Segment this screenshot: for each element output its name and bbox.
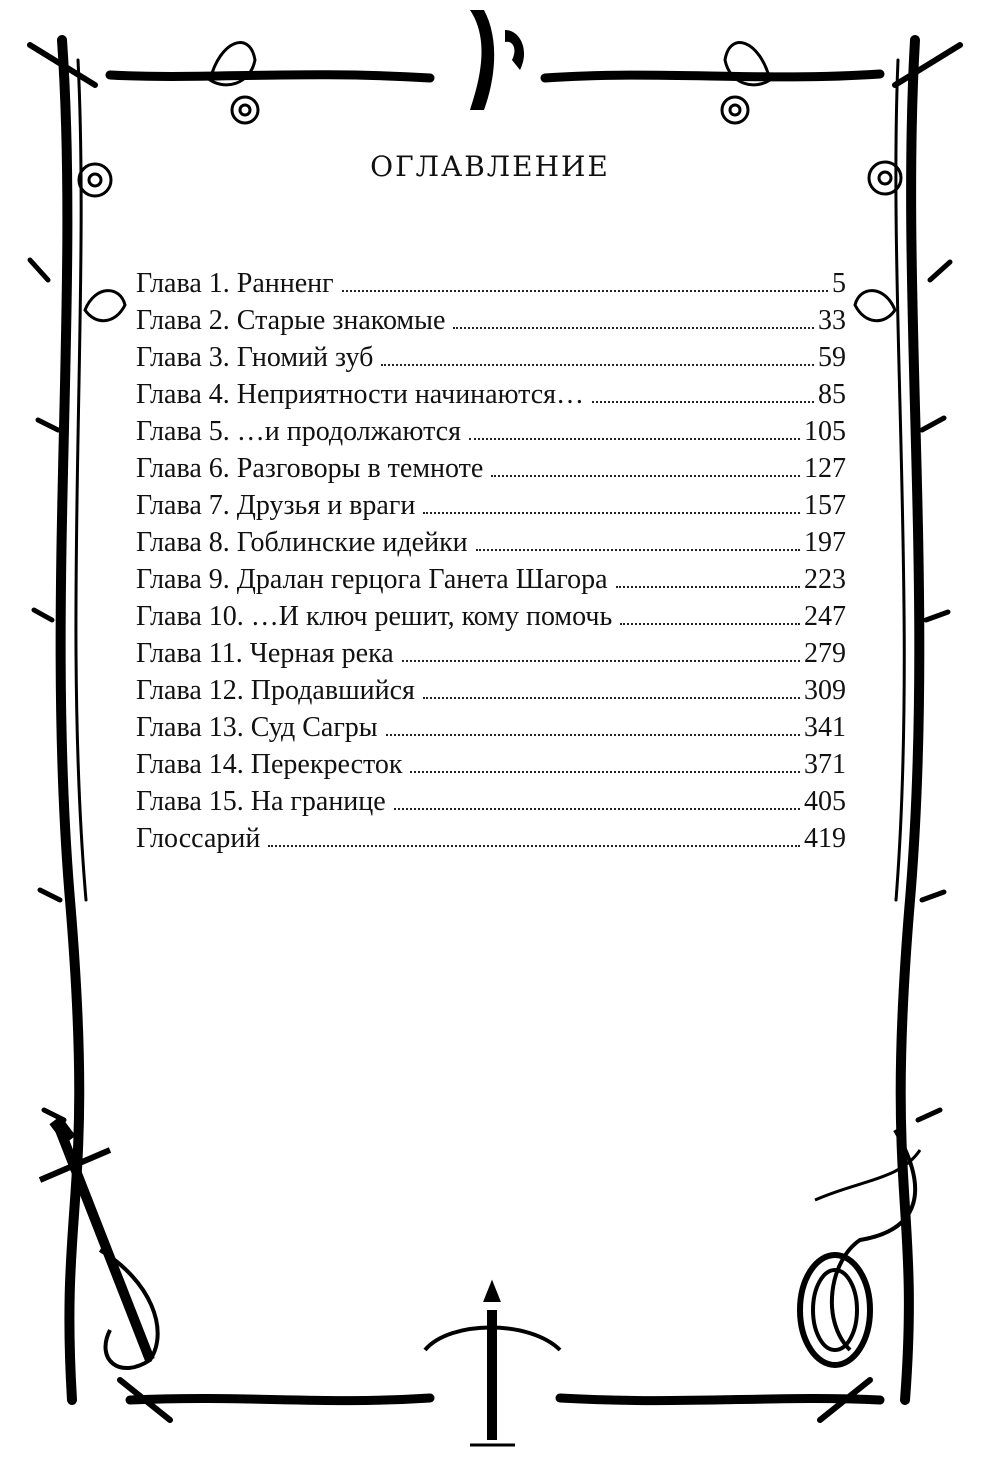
- toc-entry-label: Глава 5. …и продолжаются: [136, 416, 461, 447]
- toc-entry-label: Глоссарий: [136, 823, 261, 854]
- toc-entry-label: Глава 9. Дралан герцога Ганета Шагора: [136, 564, 608, 595]
- toc-entry-page: 33: [818, 305, 846, 336]
- toc-entry-page: 127: [804, 453, 846, 484]
- dot-leader: [620, 623, 800, 625]
- toc-entry-page: 279: [804, 638, 846, 669]
- toc-entry-label: Глава 15. На границе: [136, 786, 386, 817]
- dot-leader: [381, 364, 814, 366]
- toc-entry-label: Глава 7. Друзья и враги: [136, 490, 416, 521]
- toc-entry-label: Глава 11. Черная река: [136, 638, 394, 669]
- toc-entry-label: Глава 1. Ранненг: [136, 268, 334, 299]
- dot-leader: [592, 401, 814, 403]
- toc-entry-label: Глава 2. Старые знакомые: [136, 305, 446, 336]
- dot-leader: [402, 660, 800, 662]
- toc-entry[interactable]: [136, 527, 846, 564]
- dot-leader: [423, 697, 800, 699]
- toc-entry[interactable]: [136, 638, 846, 675]
- toc-entry[interactable]: [136, 416, 846, 453]
- table-of-contents: [136, 268, 846, 860]
- dot-leader: [268, 845, 800, 847]
- dot-leader: [423, 512, 800, 514]
- toc-entry[interactable]: [136, 453, 846, 490]
- dot-leader: [410, 771, 800, 773]
- toc-entry[interactable]: [136, 823, 846, 860]
- toc-entry-label: Глава 3. Гномий зуб: [136, 342, 374, 373]
- toc-entry[interactable]: [136, 342, 846, 379]
- toc-entry-page: 5: [832, 268, 846, 299]
- dot-leader: [453, 327, 814, 329]
- toc-entry-label: Глава 4. Неприятности начинаются…: [136, 379, 585, 410]
- dot-leader: [476, 549, 800, 551]
- frame-bottom-left: [130, 1398, 430, 1401]
- toc-entry-page: 371: [804, 749, 846, 780]
- top-emblem: [470, 10, 524, 110]
- toc-entry[interactable]: [136, 305, 846, 342]
- toc-entry-page: 419: [804, 823, 846, 854]
- sword-icon: [40, 1120, 158, 1368]
- toc-entry-page: 105: [804, 416, 846, 447]
- toc-entry[interactable]: [136, 712, 846, 749]
- toc-entry[interactable]: [136, 601, 846, 638]
- toc-entry-page: 157: [804, 490, 846, 521]
- dot-leader: [616, 586, 800, 588]
- toc-entry[interactable]: [136, 379, 846, 416]
- page-title: ОГЛАВЛЕНИЕ: [370, 150, 610, 183]
- toc-entry-label: Глава 6. Разговоры в темноте: [136, 453, 484, 484]
- toc-entry[interactable]: [136, 490, 846, 527]
- toc-entry-label: Глава 13. Суд Сагры: [136, 712, 378, 743]
- dot-leader: [342, 290, 828, 292]
- toc-entry[interactable]: [136, 564, 846, 601]
- toc-entry-label: Глава 14. Перекресток: [136, 749, 403, 780]
- toc-entry[interactable]: [136, 749, 846, 786]
- toc-entry-page: 309: [804, 675, 846, 706]
- toc-entry[interactable]: [136, 268, 846, 305]
- dot-leader: [469, 438, 800, 440]
- toc-entry-page: 85: [818, 379, 846, 410]
- frame-bottom-right: [560, 1398, 880, 1401]
- toc-entry-page: 223: [804, 564, 846, 595]
- toc-entry-page: 341: [804, 712, 846, 743]
- toc-entry-label: Глава 8. Гоблинские идейки: [136, 527, 468, 558]
- toc-entry-page: 247: [804, 601, 846, 632]
- dot-leader: [394, 808, 800, 810]
- toc-entry-label: Глава 12. Продавшийся: [136, 675, 415, 706]
- frame-top-right: [545, 74, 880, 78]
- toc-entry-page: 197: [804, 527, 846, 558]
- dot-leader: [491, 475, 800, 477]
- crossbow-icon: [425, 1285, 560, 1445]
- toc-entry-page: 405: [804, 786, 846, 817]
- toc-entry-label: Глава 10. …И ключ решит, кому помочь: [136, 601, 613, 632]
- toc-entry-page: 59: [818, 342, 846, 373]
- toc-entry[interactable]: [136, 675, 846, 712]
- dot-leader: [386, 734, 800, 736]
- toc-entry[interactable]: [136, 786, 846, 823]
- frame-top-left: [110, 75, 430, 78]
